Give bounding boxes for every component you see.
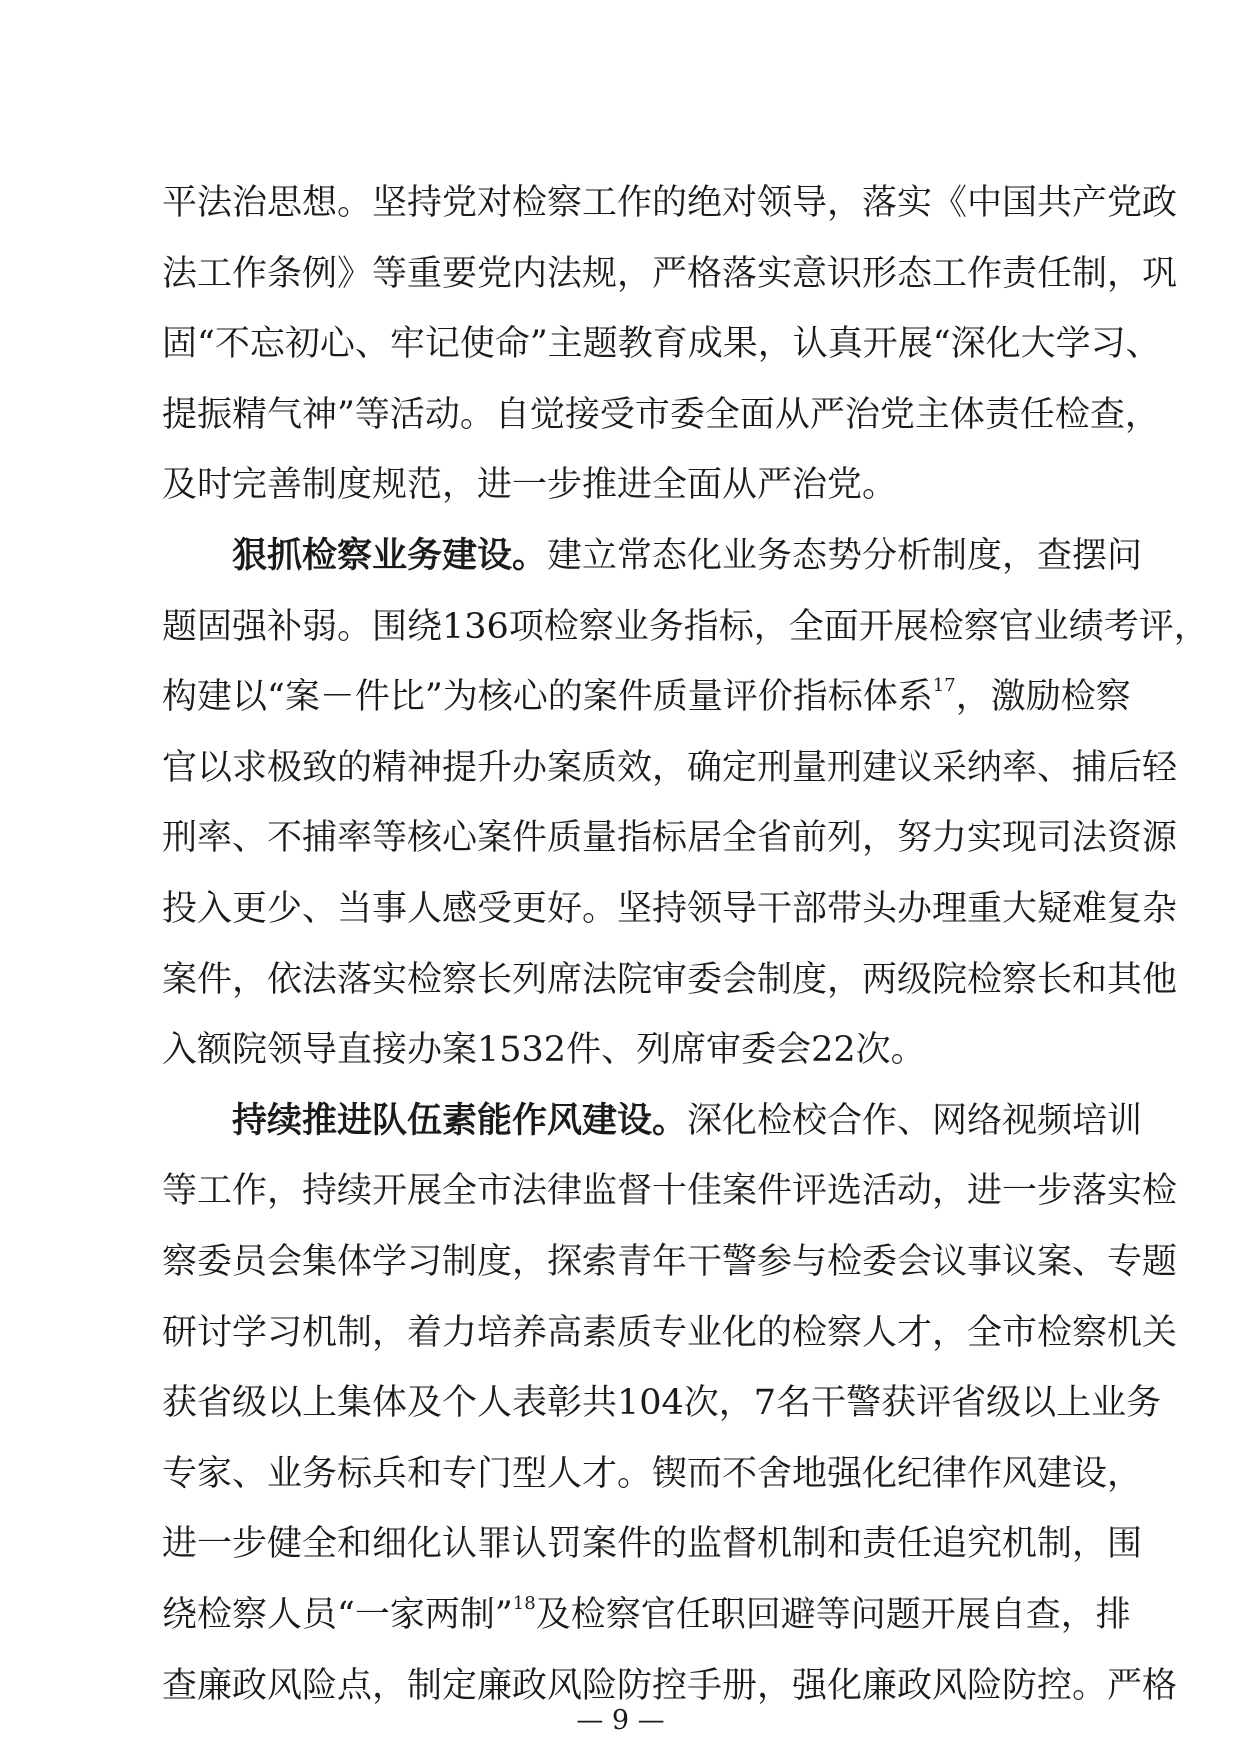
paragraph-2-line-3 [162, 672, 1131, 722]
paragraph-2-line-3-text: 构建以“案－件比”为核心的案件质量评价指标体系 [162, 677, 933, 717]
paragraph-3-line-1-text: 深化检校合作、网络视频培训 [687, 1101, 1143, 1141]
section-heading-team: 持续推进队伍素能作风建设。 [232, 1100, 688, 1141]
paragraph-1-line-5: 及时完善制度规范，进一步推进全面从严治党。 [162, 465, 898, 505]
footnote-marker-17: 17 [932, 675, 956, 697]
paragraph-3-line-8-tail: 及检察官任职回避等问题开展自查，排 [535, 1595, 1131, 1635]
paragraph-3-line-4: 研讨学习机制，着力培养高素质专业化的检察人才，全市检察机关 [162, 1313, 1178, 1353]
paragraph-1-line-3: 固“不忘初心、牢记使命”主题教育成果，认真开展“深化大学习、 [162, 324, 1161, 364]
paragraph-3-line-2: 等工作，持续开展全市法律监督十佳案件评选活动，进一步落实检 [162, 1171, 1178, 1211]
paragraph-2-line-8: 入额院领导直接办案1532件、列席审委会22次。 [162, 1030, 926, 1070]
paragraph-2-line-1 [232, 531, 1143, 581]
paragraph-3-line-1 [232, 1096, 1143, 1146]
paragraph-3-line-8-text: 绕检察人员“一家两制” [162, 1595, 513, 1635]
section-heading-business: 狠抓检察业务建设。 [232, 535, 548, 576]
paragraph-1-line-4: 提振精气神”等活动。自觉接受市委全面从严治党主体责任检查， [162, 395, 1160, 435]
paragraph-2-line-1-text: 建立常态化业务态势分析制度，查摆问 [547, 536, 1143, 576]
paragraph-2-line-5: 刑率、不捕率等核心案件质量指标居全省前列，努力实现司法资源 [162, 818, 1178, 858]
footnote-marker-18: 18 [512, 1593, 536, 1615]
paragraph-2-line-6: 投入更少、当事人感受更好。坚持领导干部带头办理重大疑难复杂 [162, 889, 1178, 929]
paragraph-1-line-2: 法工作条例》等重要党内法规，严格落实意识形态工作责任制，巩 [162, 254, 1178, 294]
page-number: — 9 — [576, 1705, 665, 1736]
paragraph-3-line-8 [162, 1590, 1131, 1640]
paragraph-2-line-7: 案件，依法落实检察长列席法院审委会制度，两级院检察长和其他 [162, 960, 1178, 1000]
paragraph-3-line-3: 察委员会集体学习制度，探索青年干警参与检委会议事议案、专题 [162, 1242, 1178, 1282]
paragraph-3-line-6: 专家、业务标兵和专门型人才。锲而不舍地强化纪律作风建设， [162, 1454, 1143, 1494]
paragraph-2-line-4: 官以求极致的精神提升办案质效，确定刑量刑建议采纳率、捕后轻 [162, 748, 1178, 788]
paragraph-3-line-7: 进一步健全和细化认罪认罚案件的监督机制和责任追究机制，围 [162, 1524, 1143, 1564]
paragraph-1-line-1: 平法治思想。坚持党对检察工作的绝对领导，落实《中国共产党政 [162, 183, 1178, 223]
paragraph-3-line-5: 获省级以上集体及个人表彰共104次，7名干警获评省级以上业务 [162, 1383, 1162, 1423]
paragraph-3-line-9: 查廉政风险点，制定廉政风险防控手册，强化廉政风险防控。严格 [162, 1666, 1178, 1706]
paragraph-2-line-3-tail: ，激励检察 [955, 677, 1131, 717]
paragraph-2-line-2: 题固强补弱。围绕136项检察业务指标，全面开展检察官业绩考评， [162, 607, 1209, 647]
